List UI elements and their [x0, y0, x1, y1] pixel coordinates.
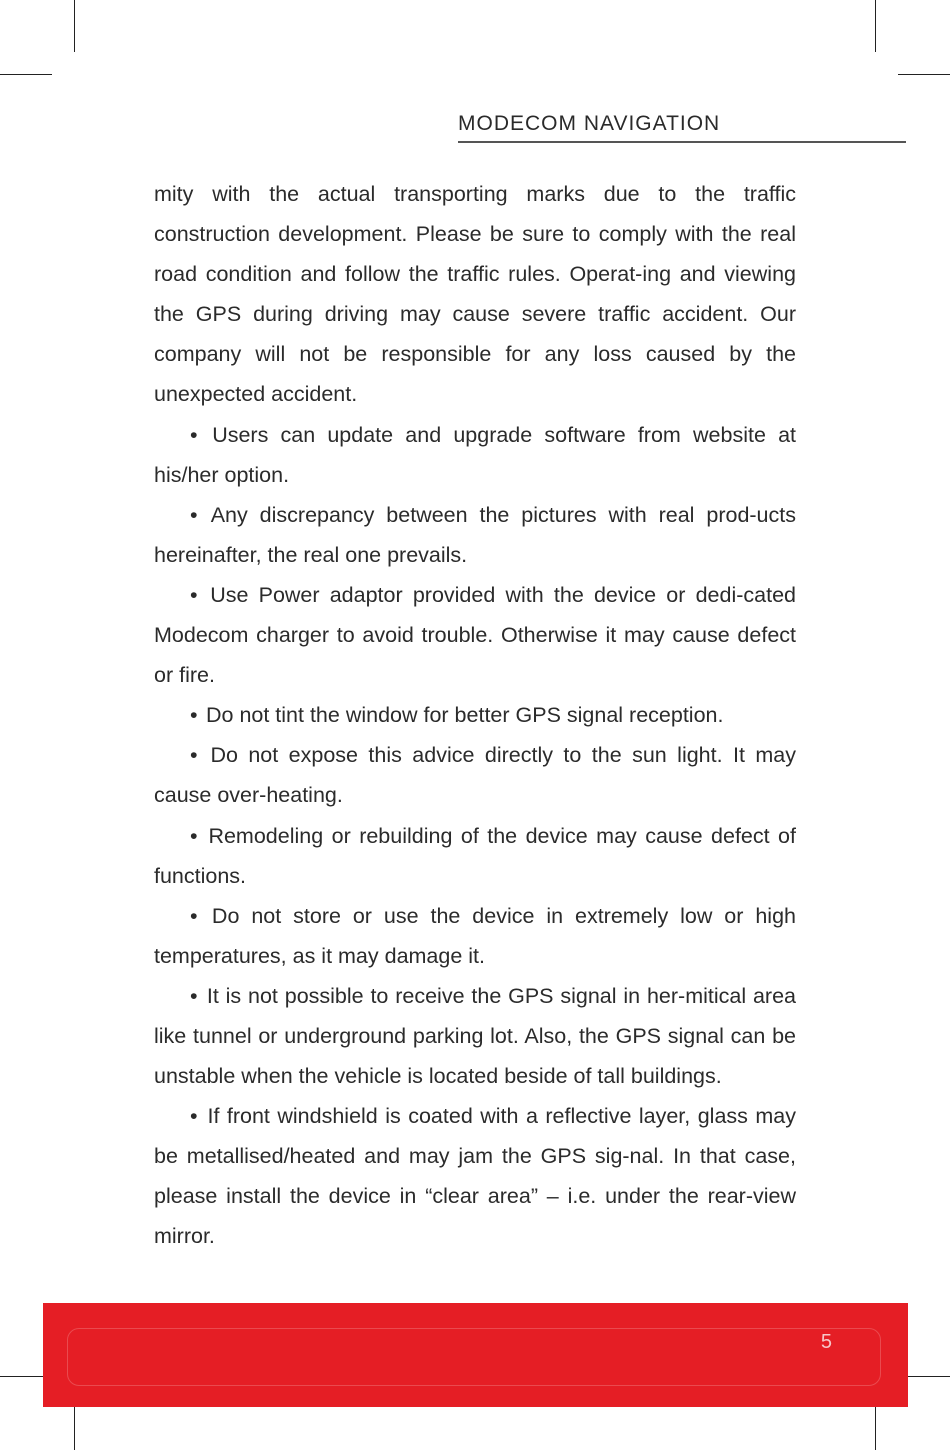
bullet-icon: •	[190, 703, 198, 728]
bullet-icon: •	[190, 983, 198, 1008]
bullet-text: Any discrepancy between the pictures with real prod-ucts hereinafter, the real one prevails.	[154, 502, 796, 567]
bullet-icon: •	[190, 1104, 198, 1129]
bullet-item	[154, 1096, 796, 1256]
bullet-icon: •	[190, 582, 198, 607]
crop-mark-top-left-horizontal	[0, 74, 52, 75]
crop-mark-top-left-vertical	[74, 0, 75, 52]
bullet-icon: •	[190, 743, 198, 768]
page-number: 5	[820, 1331, 832, 1353]
footer-inner-frame	[67, 1328, 881, 1386]
bullet-item	[154, 735, 796, 815]
bullet-text: Do not tint the window for better GPS signal reception.	[205, 703, 724, 728]
header-rule	[458, 141, 906, 143]
bullet-item	[154, 575, 796, 695]
bullet-item	[154, 495, 796, 575]
bullet-icon: •	[190, 903, 198, 928]
bullet-text: It is not possible to receive the GPS signal in her-mitical area like tunnel or underground parking lot. Also, the GPS signal can be unstable when the vehicle is located beside of tall buildings.	[154, 983, 796, 1089]
bullet-icon: •	[190, 823, 198, 848]
bullet-icon: •	[190, 422, 198, 447]
bullet-text: Do not store or use the device in extremely low or high temperatures, as it may damage it.	[154, 903, 796, 968]
bullet-text: Remodeling or rebuilding of the device may cause defect of functions.	[154, 823, 796, 888]
bullet-item	[154, 415, 796, 495]
body-text	[154, 174, 796, 1257]
bullet-text: Users can update and upgrade software from website at his/her option.	[154, 422, 796, 487]
intro-paragraph: mity with the actual transporting marks due to the traffic construction development. Please be sure to comply with the real road condition and follow the traffic rules. Operat-ing and viewing the GPS during driving may cause severe traffic accident. Our company will not be responsible for any loss caused by the unexpected accident.	[154, 182, 796, 407]
bullet-item	[154, 816, 796, 896]
bullet-item	[154, 976, 796, 1096]
bullet-text: Use Power adaptor provided with the device or dedi-cated Modecom charger to avoid trouble. Otherwise it may cause defect or fire.	[154, 582, 796, 688]
crop-mark-top-right-vertical	[875, 0, 876, 52]
bullet-item	[154, 695, 796, 735]
footer-band	[43, 1303, 908, 1407]
bullet-item	[154, 896, 796, 976]
bullet-text: Do not expose this advice directly to the sun light. It may cause over-heating.	[154, 743, 796, 808]
bullet-text: If front windshield is coated with a reflective layer, glass may be metallised/heated and may jam the GPS sig-nal. In that case, please install the device in “clear area” – i.e. under the rear-view mirror.	[154, 1104, 796, 1249]
running-header-title: MODECOM NAVIGATION	[458, 112, 721, 135]
bullet-icon: •	[190, 502, 198, 527]
crop-mark-top-right-horizontal	[898, 74, 950, 75]
